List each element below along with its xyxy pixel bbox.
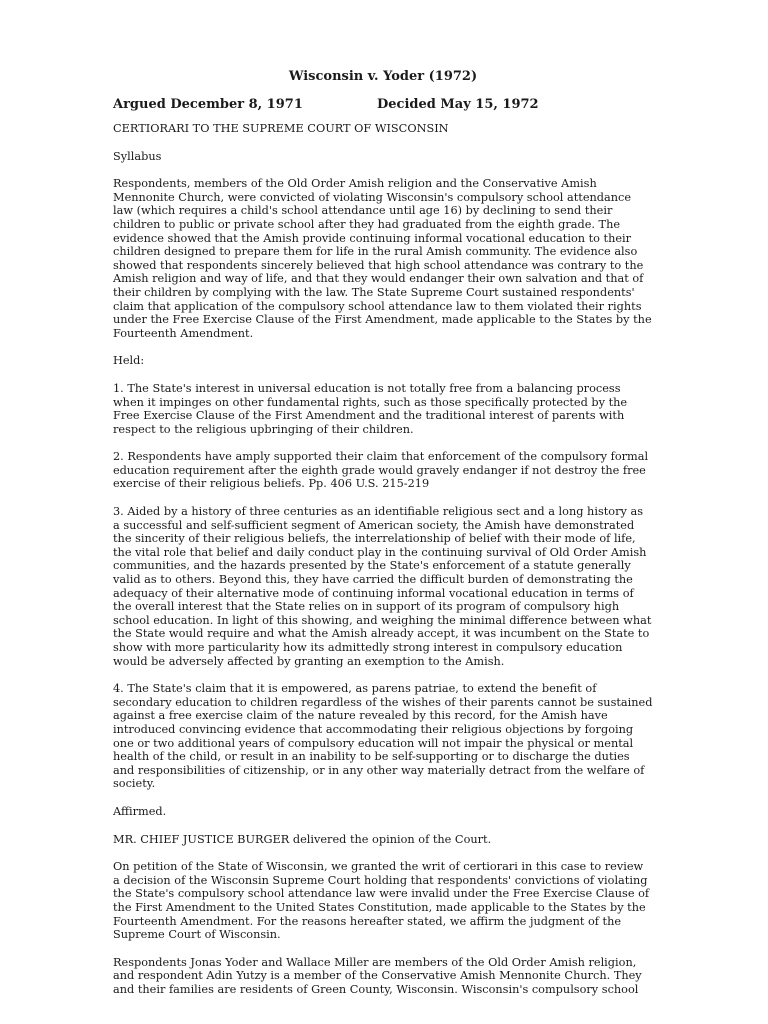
certiorari-heading: CERTIORARI TO THE SUPREME COURT OF WISCONSIN bbox=[113, 122, 449, 135]
document-title: Wisconsin v. Yoder (1972) bbox=[288, 69, 478, 84]
opinion-intro: MR. CHIEF JUSTICE BURGER delivered the opinion of the Court. bbox=[113, 832, 492, 846]
syllabus-paragraph: Respondents, members of the Old Order Amish religion and the Conservative Amish Mennonite Church, were convicted of violating Wisconsin's compulsory school attendance law (which requires a child's school attendance until age 16) by declining to send their children to public or private school after they had graduated from the eighth grade. The evidence showed that the Amish provide continuing informal vocational education to their children designed to prepare them for life in the rural Amish community. The evidence also showed that respondents sincerely believed that high school attendance was contrary to the Amish religion and way of life, and that they would endanger their own salvation and that of their children by complying with the law. The State Supreme Court sustained respondents' claim that application of the compulsory school attendance law to them violated their rights under the Free Exercise Clause of the First Amendment, made applicable to the States by the Fourteenth Amendment. bbox=[113, 177, 652, 340]
opinion-paragraph-2: Respondents Jonas Yoder and Wallace Miller are members of the Old Order Amish religion, and respondent Adin Yutzy is a member of the Conservative Amish Mennonite Church. They and their families are residents of Green County, Wisconsin. Wisconsin's compulsory school bbox=[113, 955, 642, 996]
holding-3: 3. Aided by a history of three centuries as an identifiable religious sect and a long history as a successful and self-sufficient segment of American society, the Amish have demonstrated the sincerity of their religious beliefs, the interrelationship of belief with their mode of life, the vital role that belief and daily conduct play in the continuing survival of Old Order Amish communities, and the hazards presented by the State's enforcement of a statute generally valid as to others. Beyond this, they have carried the difficult burden of demonstrating the adequacy of their alternative mode of continuing informal vocational education in terms of the overall interest that the State relies on in support of its program of compulsory high school education. In light of this showing, and weighing the minimal difference between what the State would require and what the Amish already accept, it was incumbent on the State to show with more particularity how its admittedly strong interest in compulsory education would be adversely affected by granting an exemption to the Amish. bbox=[113, 505, 652, 668]
syllabus-label: Syllabus bbox=[113, 149, 162, 163]
argued-date: Argued December 8, 1971 bbox=[113, 97, 303, 112]
holding-4: 4. The State's claim that it is empowered, as parens patriae, to extend the benefit of secondary education to children regardless of the wishes of their parents cannot be sustained against a free exercise claim of the nature revealed by this record, for the Amish have introduced convincing evidence that accommodating their religious objections by forgoing one or two additional years of compulsory education will not impair the physical or mental health of the child, or result in an inability to be self-supporting or to discharge the duties and responsibilities of citizenship, or in any other way materially detract from the welfare of society. bbox=[113, 682, 653, 791]
holding-2: 2. Respondents have amply supported their claim that enforcement of the compulsory formal education requirement after the eighth grade would gravely endanger if not destroy the free exercise of their religious beliefs. Pp. 406 U.S. 215-219 bbox=[113, 450, 649, 491]
holding-1: 1. The State's interest in universal education is not totally free from a balancing process when it impinges on other fundamental rights, such as those specifically protected by the Free Exercise Clause of the First Amendment and the traditional interest of parents with respect to the religious upbringing of their children. bbox=[113, 381, 628, 436]
document-page bbox=[113, 70, 653, 1010]
decided-date: Decided May 15, 1972 bbox=[377, 97, 539, 112]
affirmed-label: Affirmed. bbox=[113, 804, 167, 818]
opinion-paragraph-1: On petition of the State of Wisconsin, we granted the writ of certiorari in this case to review a decision of the Wisconsin Supreme Court holding that respondents' convictions of violating the State's compulsory school attendance law were invalid under the Free Exercise Clause of the First Amendment to the United States Constitution, made applicable to the States by the Fourteenth Amendment. For the reasons hereafter stated, we affirm the judgment of the Supreme Court of Wisconsin. bbox=[113, 860, 650, 942]
held-label: Held: bbox=[113, 354, 145, 368]
case-dates bbox=[113, 98, 653, 112]
